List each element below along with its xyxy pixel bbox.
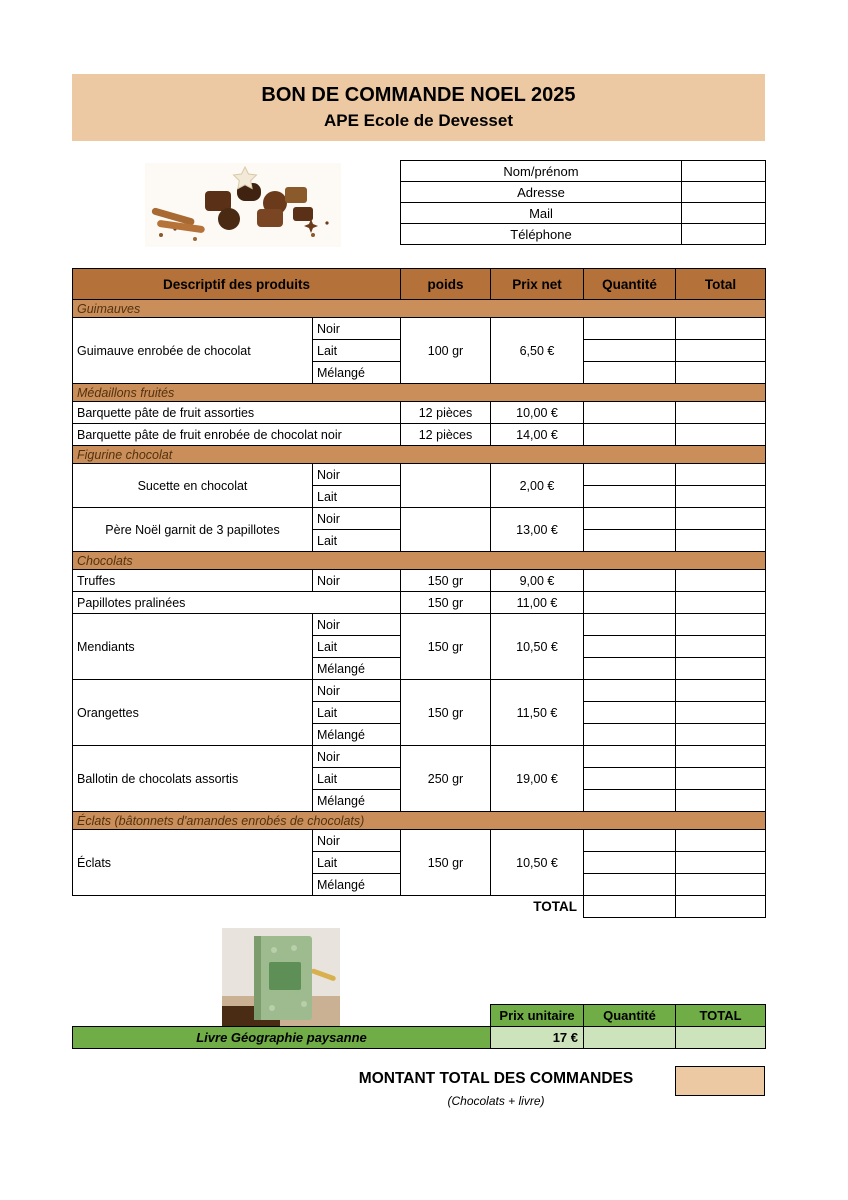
quantity-cell[interactable] (584, 402, 676, 424)
product-row (73, 746, 766, 768)
order-table-header-row (73, 269, 766, 300)
poids-value: 150 gr (401, 614, 491, 680)
prix-value: 14,00 € (491, 424, 584, 446)
variant-label: Lait (313, 530, 401, 552)
total-cell[interactable] (676, 318, 766, 340)
variant-label: Lait (313, 636, 401, 658)
form-subtitle: APE Ecole de Devesset (324, 111, 513, 130)
variant-label: Lait (313, 340, 401, 362)
total-cell[interactable] (676, 592, 766, 614)
product-name: Éclats (73, 830, 313, 896)
header-poids: poids (401, 269, 491, 300)
quantity-cell[interactable] (584, 318, 676, 340)
book-total-cell[interactable] (676, 1027, 766, 1049)
grand-total-note: (Chocolats + livre) (447, 1094, 545, 1108)
total-cell[interactable] (676, 746, 766, 768)
quantity-cell[interactable] (584, 724, 676, 746)
total-cell[interactable] (676, 340, 766, 362)
product-row (73, 570, 766, 592)
total-cell[interactable] (676, 790, 766, 812)
contact-row (401, 182, 766, 203)
prix-value: 10,50 € (491, 830, 584, 896)
form-title: BON DE COMMANDE NOEL 2025 (261, 84, 576, 106)
total-cell[interactable] (676, 464, 766, 486)
title-banner (72, 74, 765, 141)
product-row (73, 318, 766, 340)
quantity-cell[interactable] (584, 636, 676, 658)
grand-total-cell[interactable] (675, 1066, 765, 1096)
contact-row (401, 161, 766, 182)
poids-value (401, 464, 491, 508)
contact-value-nom[interactable] (682, 161, 766, 182)
quantity-cell[interactable] (584, 790, 676, 812)
header-total: Total (676, 269, 766, 300)
product-row (73, 424, 766, 446)
variant-label: Lait (313, 702, 401, 724)
quantity-cell[interactable] (584, 680, 676, 702)
quantity-cell[interactable] (584, 614, 676, 636)
total-cell[interactable] (676, 768, 766, 790)
quantity-cell[interactable] (584, 508, 676, 530)
product-name: Orangettes (73, 680, 313, 746)
product-row (73, 592, 766, 614)
header-descriptif: Descriptif des produits (73, 269, 401, 300)
order-total-quantity-cell[interactable] (584, 896, 676, 918)
total-cell[interactable] (676, 852, 766, 874)
variant-label: Noir (313, 464, 401, 486)
section-title-chocolats: Chocolats (73, 552, 766, 570)
contact-label-adresse: Adresse (401, 182, 682, 203)
prix-value: 10,50 € (491, 614, 584, 680)
prix-value: 13,00 € (491, 508, 584, 552)
poids-value: 250 gr (401, 746, 491, 812)
variant-label: Mélangé (313, 658, 401, 680)
contact-value-adresse[interactable] (682, 182, 766, 203)
contact-label-telephone: Téléphone (401, 224, 682, 245)
variant-label: Noir (313, 570, 401, 592)
quantity-cell[interactable] (584, 768, 676, 790)
order-total-label: TOTAL (533, 899, 577, 915)
total-cell[interactable] (676, 874, 766, 896)
variant-label: Mélangé (313, 790, 401, 812)
total-cell[interactable] (676, 424, 766, 446)
quantity-cell[interactable] (584, 362, 676, 384)
variant-label: Lait (313, 486, 401, 508)
variant-label: Noir (313, 508, 401, 530)
poids-value: 150 gr (401, 592, 491, 614)
poids-value: 150 gr (401, 680, 491, 746)
book-quantity-cell[interactable] (584, 1027, 676, 1049)
chocolates-photo (145, 163, 341, 247)
contact-value-mail[interactable] (682, 203, 766, 224)
variant-label: Noir (313, 830, 401, 852)
poids-value: 12 pièces (401, 424, 491, 446)
quantity-cell[interactable] (584, 746, 676, 768)
contact-label-mail: Mail (401, 203, 682, 224)
product-name: Mendiants (73, 614, 313, 680)
variant-label: Mélangé (313, 362, 401, 384)
quantity-cell[interactable] (584, 874, 676, 896)
total-cell[interactable] (676, 530, 766, 552)
total-cell[interactable] (676, 636, 766, 658)
product-name: Guimauve enrobée de chocolat (73, 318, 313, 384)
total-cell[interactable] (676, 402, 766, 424)
total-cell[interactable] (676, 702, 766, 724)
prix-value: 10,00 € (491, 402, 584, 424)
total-cell[interactable] (676, 614, 766, 636)
variant-label: Lait (313, 852, 401, 874)
quantity-cell[interactable] (584, 530, 676, 552)
variant-label: Lait (313, 768, 401, 790)
quantity-cell[interactable] (584, 424, 676, 446)
product-name: Ballotin de chocolats assortis (73, 746, 313, 812)
book-header-total: TOTAL (676, 1005, 766, 1027)
product-name: Sucette en chocolat (73, 464, 313, 508)
product-row (73, 402, 766, 424)
book-table (72, 1004, 766, 1049)
contact-label-nom: Nom/prénom (401, 161, 682, 182)
total-cell[interactable] (676, 658, 766, 680)
prix-value: 6,50 € (491, 318, 584, 384)
book-header-quantite: Quantité (584, 1005, 676, 1027)
book-row (73, 1027, 766, 1049)
prix-value: 2,00 € (491, 464, 584, 508)
book-title-label: Livre Géographie paysanne (73, 1027, 491, 1049)
variant-label: Mélangé (313, 724, 401, 746)
product-name: Barquette pâte de fruit enrobée de chocolat noir (73, 424, 401, 446)
quantity-cell[interactable] (584, 486, 676, 508)
grand-total-label: MONTANT TOTAL DES COMMANDES (358, 1070, 634, 1087)
section-title-guimauves: Guimauves (73, 300, 766, 318)
quantity-cell[interactable] (584, 852, 676, 874)
order-total-row (73, 896, 766, 918)
quantity-cell[interactable] (584, 702, 676, 724)
section-title-medaillons: Médaillons fruités (73, 384, 766, 402)
quantity-cell[interactable] (584, 340, 676, 362)
product-row (73, 508, 766, 530)
poids-value: 12 pièces (401, 402, 491, 424)
book-unit-price: 17 € (491, 1027, 584, 1049)
book-header-row (73, 1005, 766, 1027)
contact-row (401, 224, 766, 245)
contact-table (400, 160, 766, 245)
variant-label: Noir (313, 680, 401, 702)
header-quantite: Quantité (584, 269, 676, 300)
order-total-value-cell[interactable] (676, 896, 766, 918)
variant-label: Noir (313, 746, 401, 768)
prix-value: 11,50 € (491, 680, 584, 746)
product-name: Père Noël garnit de 3 papillotes (73, 508, 313, 552)
product-row (73, 464, 766, 486)
contact-row (401, 203, 766, 224)
quantity-cell[interactable] (584, 464, 676, 486)
total-cell[interactable] (676, 724, 766, 746)
header-prix-net: Prix net (491, 269, 584, 300)
product-row (73, 614, 766, 636)
quantity-cell[interactable] (584, 830, 676, 852)
variant-label: Noir (313, 318, 401, 340)
quantity-cell[interactable] (584, 570, 676, 592)
poids-value: 150 gr (401, 570, 491, 592)
section-title-figurine: Figurine chocolat (73, 446, 766, 464)
total-cell[interactable] (676, 486, 766, 508)
total-cell[interactable] (676, 570, 766, 592)
total-cell[interactable] (676, 508, 766, 530)
contact-value-telephone[interactable] (682, 224, 766, 245)
product-row (73, 680, 766, 702)
prix-value: 9,00 € (491, 570, 584, 592)
quantity-cell[interactable] (584, 658, 676, 680)
product-row (73, 830, 766, 852)
poids-value (401, 508, 491, 552)
book-header-spacer (73, 1005, 491, 1027)
product-name: Papillotes pralinées (73, 592, 401, 614)
prix-value: 11,00 € (491, 592, 584, 614)
order-table (72, 268, 766, 918)
quantity-cell[interactable] (584, 592, 676, 614)
poids-value: 100 gr (401, 318, 491, 384)
product-name: Truffes (73, 570, 313, 592)
variant-label: Mélangé (313, 874, 401, 896)
section-title-eclats: Éclats (bâtonnets d'amandes enrobés de chocolats) (73, 812, 766, 830)
prix-value: 19,00 € (491, 746, 584, 812)
variant-label: Noir (313, 614, 401, 636)
book-header-prix-unitaire: Prix unitaire (491, 1005, 584, 1027)
poids-value: 150 gr (401, 830, 491, 896)
total-cell[interactable] (676, 830, 766, 852)
total-cell[interactable] (676, 680, 766, 702)
product-name: Barquette pâte de fruit assorties (73, 402, 401, 424)
total-cell[interactable] (676, 362, 766, 384)
